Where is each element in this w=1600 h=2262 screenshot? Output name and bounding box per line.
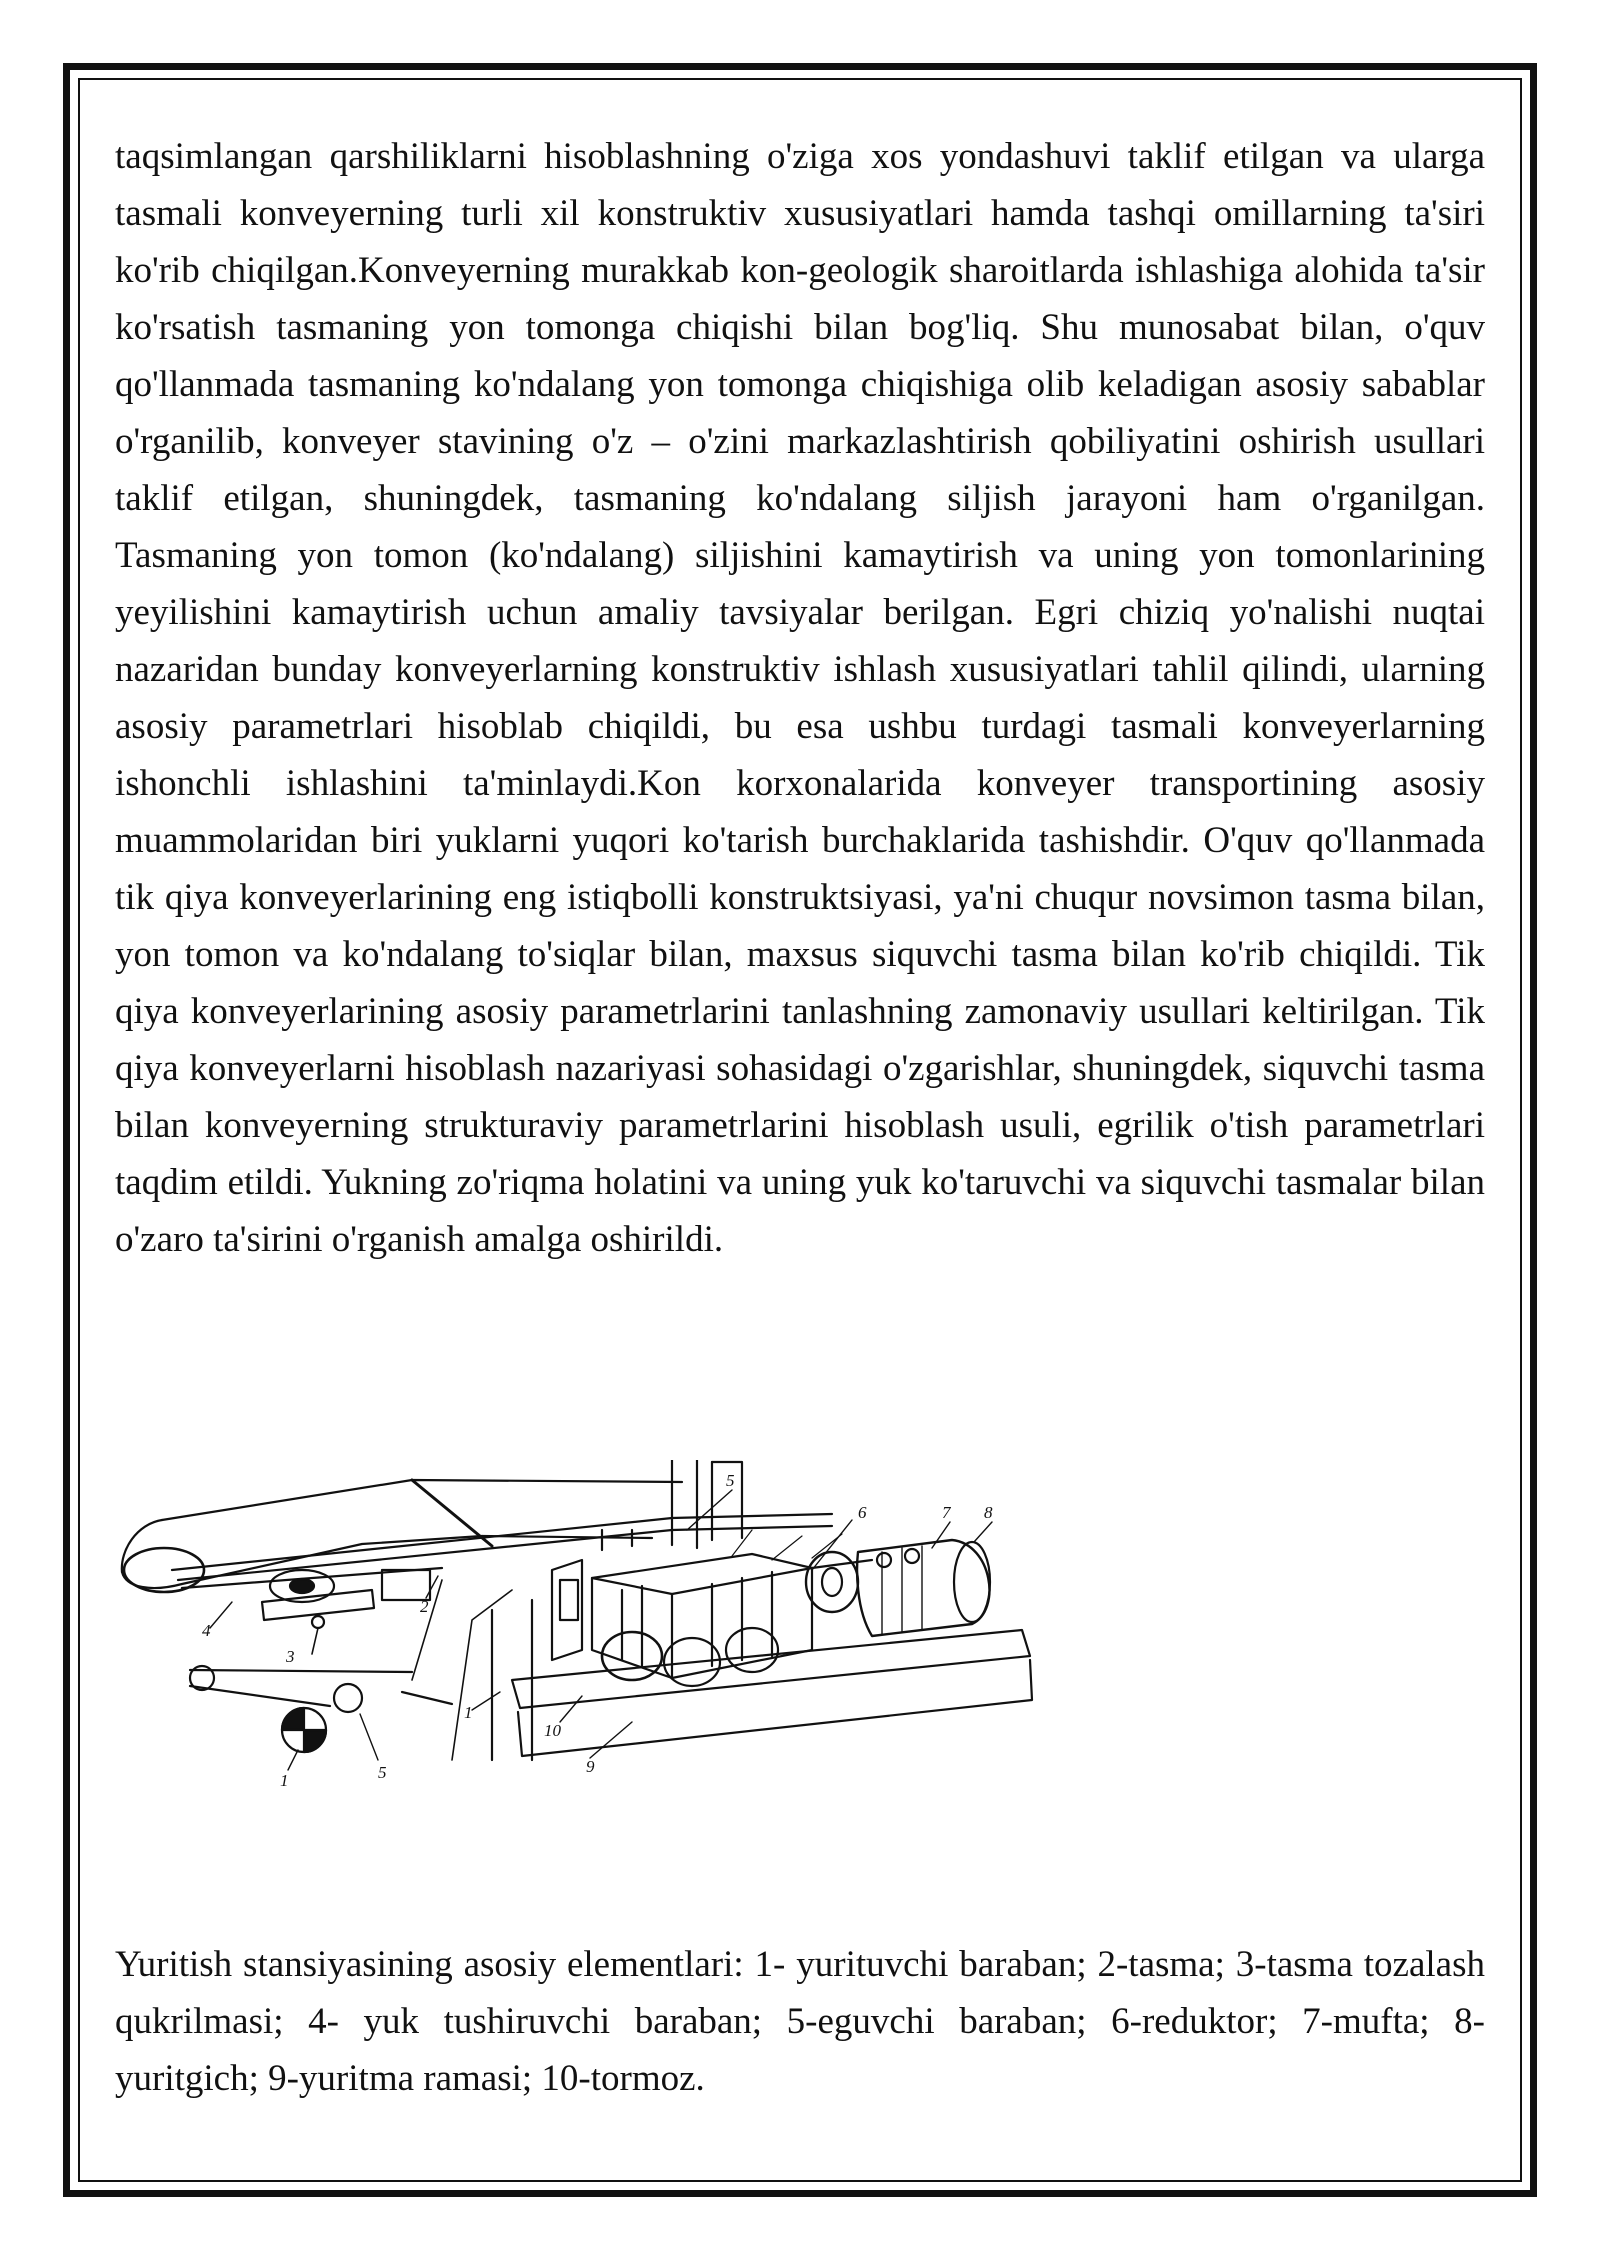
figure-caption xyxy=(115,1936,1485,2107)
fig-label-9: 9 xyxy=(586,1757,595,1776)
fig-label-4: 4 xyxy=(202,1621,211,1640)
fig-label-5: 5 xyxy=(726,1471,735,1490)
schematic-label-5: 5 xyxy=(378,1763,387,1782)
fig-label-2: 2 xyxy=(420,1597,429,1616)
fig-label-10: 10 xyxy=(544,1721,561,1740)
conveyor-drive-station-figure xyxy=(112,1460,1092,1820)
fig-label-1: 1 xyxy=(464,1703,473,1722)
fig-label-3: 3 xyxy=(286,1647,295,1666)
fig-label-8: 8 xyxy=(984,1503,993,1522)
figure-caption-text: Yuritish stansiyasining asosiy elementlari: 1- yurituvchi baraban; 2-tasma; 3-tasma tozalash qukrilmasi; 4- yuk tushiruvchi baraban; 5-eguvchi baraban; 6-reduktor; 7-mufta; 8-yuritgich; 9-yuritma ramasi; 10-tormoz. xyxy=(115,1944,1485,2099)
schematic-label-1: 1 xyxy=(280,1771,289,1790)
conveyor-drive-station-drawing xyxy=(112,1460,1092,1820)
page-body xyxy=(115,128,1485,1268)
fig-label-7: 7 xyxy=(942,1503,951,1522)
fig-label-6: 6 xyxy=(858,1503,867,1522)
body-paragraph: taqsimlangan qarshiliklarni hisoblashning o'ziga xos yondashuvi taklif etilgan va ularga tasmali konveyerning turli xil konstruktiv xususiyatlari hamda tashqi omillarning ta'siri ko'rib chiqilgan.Konveyerning murakkab kon-geologik sharoitlarda ishlashiga alohida ta'sir ko'rsatish tasmaning yon tomonga chiqishi bilan bog'liq. Shu munosabat bilan, o'quv qo'llanmada tasmaning ko'ndalang yon tomonga chiqishiga olib keladigan asosiy sabablar o'rganilib, konveyer stavining o'z – o'zini markazlashtirish qobiliyatini oshirish usullari taklif etilgan, shuningdek, tasmaning ko'ndalang siljish jarayoni ham o'rganilgan. Tasmaning yon tomon (ko'ndalang) siljishini kamaytirish va uning yon tomonlarining yeyilishini kamaytirish uchun amaliy tavsiyalar berilgan. Egri chiziq yo'nalishi nuqtai nazaridan bunday konveyerlarning konstruktiv ishlash xususiyatlari tahlil qilindi, ularning asosiy parametrlari hisoblab chiqildi, bu esa ushbu turdagi tasmali konveyerlarning ishonchli ishlashini ta'minlaydi.Kon korxonalarida konveyer transportining asosiy muammolaridan biri yuklarni yuqori ko'tarish burchaklarida tashishdir. O'quv qo'llanmada tik qiya konveyerlarining eng istiqbolli konstruktsiyasi, ya'ni chuqur novsimon tasma bilan, yon tomon va ko'ndalang to'siqlar bilan, maxsus siquvchi tasma bilan ko'rib chiqildi. Tik qiya konveyerlarining asosiy parametrlarini tanlashning zamonaviy usullari keltirilgan. Tik qiya konveyerlarni hisoblash nazariyasi sohasidagi o'zgarishlar, shuningdek, siquvchi tasma bilan konveyerning strukturaviy parametrlarini hisoblash usuli, egrilik o'tish parametrlari taqdim etildi. Yukning zo'riqma holatini va uning yuk ko'taruvchi va siquvchi tasmalar bilan o'zaro ta'sirini o'rganish amalga oshirildi. xyxy=(115,136,1485,1260)
